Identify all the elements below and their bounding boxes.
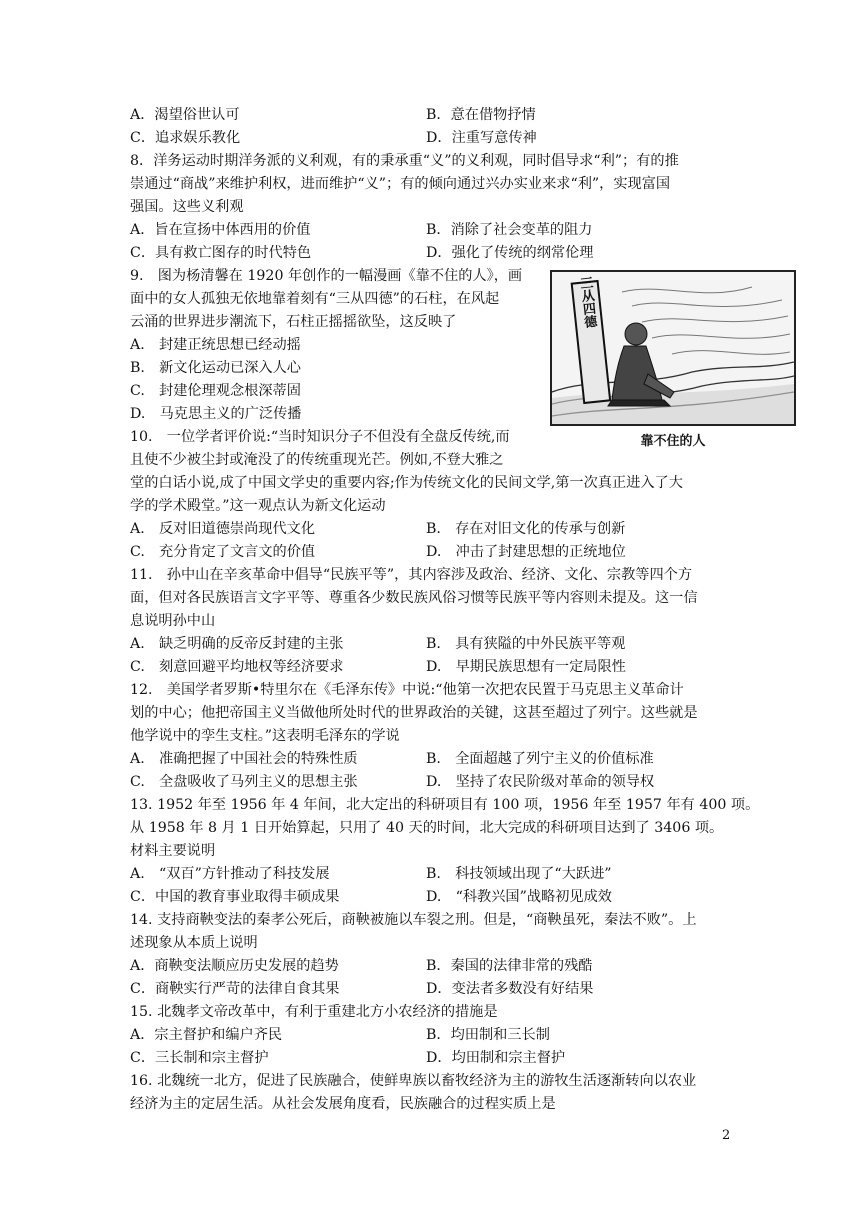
- q8-stem-line2: 崇通过“商战”来维护利权，进而维护“义”；有的倾向通过兴办实业来求“利”，实现富国: [130, 176, 671, 192]
- q15-option-b: B．均田制和三长制: [426, 1027, 550, 1043]
- q10-option-a: A. 反对旧道德崇尚现代文化: [130, 521, 316, 537]
- q12-option-b: B. 全面超越了列宁主义的价值标准: [426, 751, 654, 767]
- q9-stem-line1: 9. 图为杨清馨在 1920 年创作的一幅漫画《靠不住的人》，画: [130, 268, 523, 284]
- q8-option-d: D．强化了传统的纲常伦理: [426, 245, 594, 261]
- q13-option-b: B. 科技领域出现了“大跃进”: [426, 866, 612, 882]
- q16-stem-line1: 16. 北魏统一北方，促进了民族融合，使鲜卑族以畜牧经济为主的游牧生活逐渐转向以农业: [130, 1073, 697, 1089]
- q14-stem-line2: 述现象从本质上说明: [130, 935, 258, 951]
- q13-option-d: D. “科教兴国”战略初见成效: [426, 889, 612, 905]
- q15-option-d: D．均田制和宗主督护: [426, 1050, 566, 1066]
- q9-stem-line3: 云涌的世界进步潮流下，石柱正摇摇欲坠，这反映了: [130, 314, 457, 330]
- q13-option-c: C．中国的教育事业取得丰硕成果: [130, 889, 340, 905]
- q8-option-c: C．具有救亡图存的时代特色: [130, 245, 312, 261]
- q13-option-a: A. “双百”方针推动了科技发展: [130, 866, 330, 882]
- q11-stem-line2: 面，但对各民族语言文字平等、尊重各少数民族风俗习惯等民族平等内容则未提及。这一信: [130, 590, 698, 606]
- q10-option-c: C. 充分肯定了文言文的价值: [130, 544, 316, 560]
- q9-option-b: B. 新文化运动已深入人心: [130, 360, 301, 376]
- cartoon-image: [550, 270, 796, 426]
- q8-stem-line3: 强国。这些义利观: [130, 199, 244, 215]
- q12-stem-line1: 12. 美国学者罗斯•特里尔在《毛泽东传》中说:“他第一次把农民置于马克思主义革命计: [130, 682, 684, 698]
- q13-stem-line1: 13. 1952 年至 1956 年 4 年间，北大定出的科研项目有 100 项，1956 年至 1957 年有 400 项。: [130, 797, 760, 813]
- q15-stem-line1: 15. 北魏孝文帝改革中，有利于重建北方小农经济的措施是: [130, 1004, 498, 1020]
- pillar-text: 三从四德: [576, 275, 597, 329]
- q12-stem-line3: 他学说中的孪生支柱。”这表明毛泽东的学说: [130, 728, 400, 744]
- q13-stem-line2: 从 1958 年 8 月 1 日开始算起，只用了 40 天的时间，北大完成的科研项目达到了 3406 项。: [130, 820, 724, 836]
- q12-stem-line2: 划的中心；他把帝国主义当做他所处时代的世界政治的关键，这甚至超过了列宁。这些就是: [130, 705, 698, 721]
- q10-option-b: B. 存在对旧文化的传承与创新: [426, 521, 626, 537]
- q11-option-a: A. 缺乏明确的反帝反封建的主张: [130, 636, 344, 652]
- q10-option-d: D. 冲击了封建思想的正统地位: [426, 544, 626, 560]
- q15-option-a: A．宗主督护和编户齐民: [130, 1027, 283, 1043]
- q14-stem-line1: 14. 支持商鞅变法的秦孝公死后，商鞅被施以车裂之刑。但是，“商鞅虽死，秦法不败”。上: [130, 912, 697, 928]
- q14-option-a: A．商鞅变法顺应历史发展的趋势: [130, 958, 339, 974]
- q12-option-a: A. 准确把握了中国社会的特殊性质: [130, 751, 358, 767]
- q11-stem-line3: 息说明孙中山: [130, 613, 216, 629]
- cartoon-drawing: [552, 272, 794, 424]
- q8-option-b: B．消除了社会变革的阻力: [426, 222, 593, 238]
- q11-option-c: C. 刻意回避平均地权等经济要求: [130, 659, 344, 675]
- q7-option-b: B．意在借物抒情: [426, 107, 536, 123]
- q7-option-d: D．注重写意传神: [426, 130, 537, 146]
- q14-option-d: D．变法者多数没有好结果: [426, 981, 594, 997]
- q11-option-d: D. 早期民族思想有一定局限性: [426, 659, 626, 675]
- q10-stem-line4: 学的学术殿堂。”这一观点认为新文化运动: [130, 498, 386, 514]
- q9-option-a: A. 封建正统思想已经动摇: [130, 337, 301, 353]
- q13-stem-line3: 材料主要说明: [130, 843, 216, 859]
- q8-stem-line1: 8．洋务运动时期洋务派的义利观，有的秉承重“义”的义利观，同时倡导求“利”；有的推: [130, 153, 679, 169]
- q12-option-c: C. 全盘吸收了马列主义的思想主张: [130, 774, 358, 790]
- q14-option-b: B．秦国的法律非常的残酷: [426, 958, 593, 974]
- page-number: 2: [722, 1128, 731, 1143]
- q9-stem-line2: 面中的女人孤独无依地靠着刻有“三从四德”的石柱，在风起: [130, 291, 500, 307]
- q9-option-d: D. 马克思主义的广泛传播: [130, 406, 302, 422]
- q16-stem-line2: 经济为主的定居生活。从社会发展角度看，民族融合的过程实质上是: [130, 1096, 556, 1112]
- q11-stem-line1: 11. 孙中山在辛亥革命中倡导“民族平等”，其内容涉及政治、经济、文化、宗教等四个方: [130, 567, 693, 583]
- figure-caption: 靠不住的人: [640, 434, 706, 449]
- q7-option-c: C．追求娱乐教化: [130, 130, 241, 146]
- q10-stem-line1: 10. 一位学者评价说:“当时知识分子不但没有全盘反传统,而: [130, 429, 510, 445]
- q15-option-c: C．三长制和宗主督护: [130, 1050, 269, 1066]
- q14-option-c: C．商鞅实行严苛的法律自食其果: [130, 981, 340, 997]
- q11-option-b: B. 具有狭隘的中外民族平等观: [426, 636, 626, 652]
- q10-stem-line2: 且使不少被尘封或淹没了的传统重现光芒。例如,不登大雅之: [130, 452, 504, 468]
- q9-option-c: C. 封建伦理观念根深蒂固: [130, 383, 301, 399]
- q10-stem-line3: 堂的白话小说,成了中国文学史的重要内容;作为传统文化的民间文学,第一次真正进入了大: [130, 475, 683, 491]
- q12-option-d: D. 坚持了农民阶级对革命的领导权: [426, 774, 655, 790]
- q7-option-a: A．渴望俗世认可: [130, 107, 240, 123]
- q8-option-a: A．旨在宣扬中体西用的价值: [130, 222, 311, 238]
